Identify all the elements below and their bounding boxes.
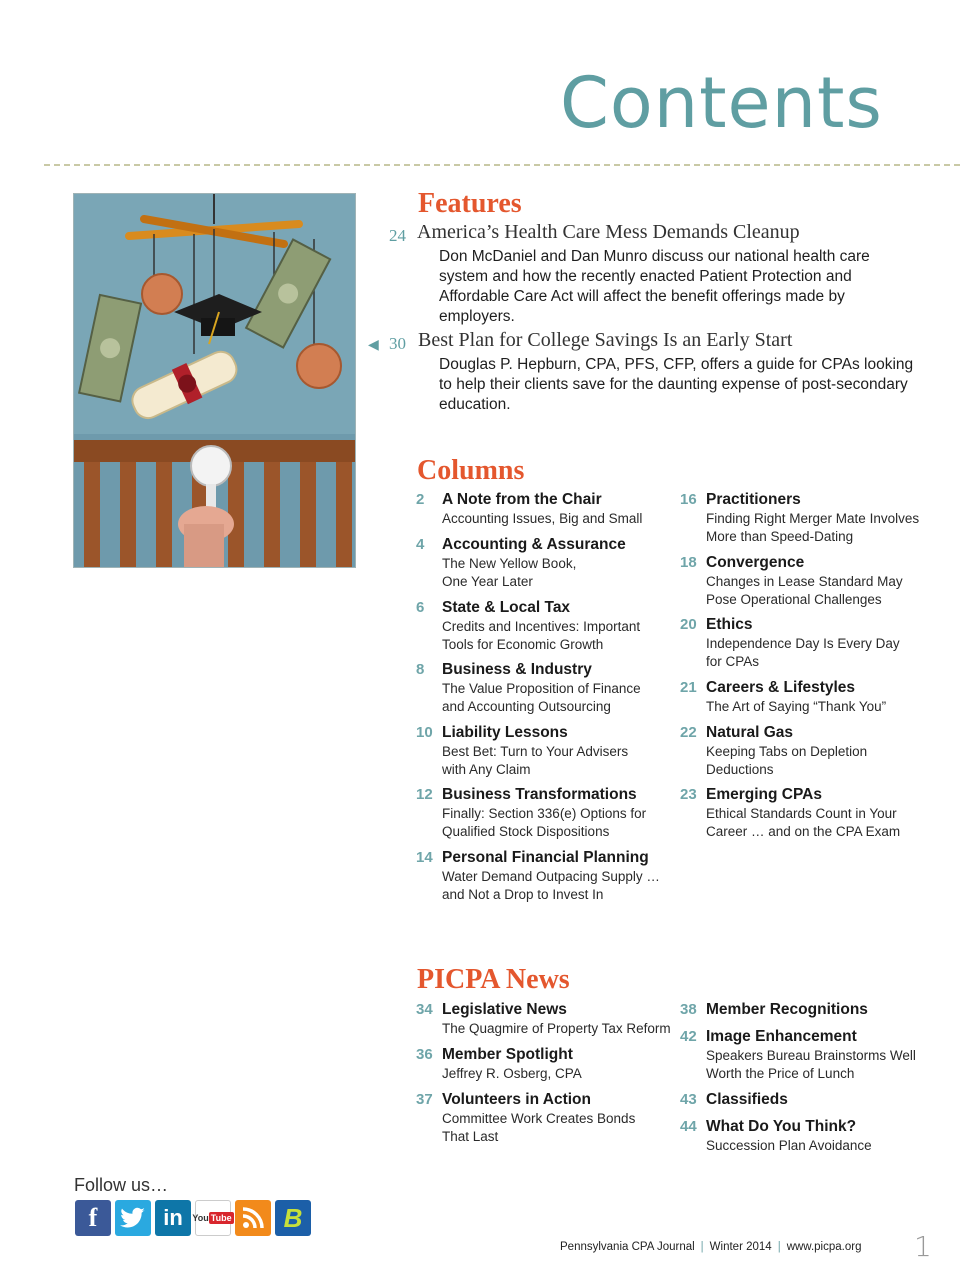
item-title: Member Spotlight <box>442 1046 573 1063</box>
linkedin-icon[interactable]: in <box>155 1200 191 1236</box>
item-page-number: 14 <box>416 849 433 866</box>
item-subtitle: Changes in Lease Standard May Pose Operational Challenges <box>706 574 903 607</box>
item-page-number: 12 <box>416 786 433 803</box>
features-heading: Features <box>418 188 522 219</box>
item-page-number: 2 <box>416 491 425 508</box>
item-subtitle: Jeffrey R. Osberg, CPA <box>442 1066 582 1081</box>
item-subtitle: Speakers Bureau Brainstorms Well Worth the Price of Lunch <box>706 1048 916 1081</box>
item-subtitle: Ethical Standards Count in Your Career … and on the CPA Exam <box>706 806 901 839</box>
item-page-number: 22 <box>680 724 697 741</box>
item-page-number: 16 <box>680 491 697 508</box>
item-title: Member Recognitions <box>706 1001 868 1018</box>
page-number: 1 <box>914 1230 932 1263</box>
item-page-number: 4 <box>416 536 425 553</box>
rss-icon[interactable] <box>235 1200 271 1236</box>
item-title: Business Transformations <box>442 786 637 803</box>
item-page-number: 6 <box>416 599 425 616</box>
item-title: Image Enhancement <box>706 1028 857 1045</box>
item-page-number: 44 <box>680 1118 697 1135</box>
columns-heading: Columns <box>417 455 525 486</box>
divider <box>44 164 960 166</box>
footer-website[interactable]: www.picpa.org <box>786 1241 862 1253</box>
item-title: Legislative News <box>442 1001 567 1018</box>
footer-separator: | <box>700 1241 704 1253</box>
twitter-icon[interactable] <box>115 1200 151 1236</box>
item-subtitle: The Art of Saying “Thank You” <box>706 699 887 714</box>
item-title: Natural Gas <box>706 724 794 741</box>
footer-separator: | <box>777 1241 781 1253</box>
item-title: Careers & Lifestyles <box>706 679 856 696</box>
item-page-number: 37 <box>416 1091 433 1108</box>
cover-illustration <box>73 193 356 568</box>
feature-description: Don McDaniel and Dan Munro discuss our national health care system and how the recently enacted Patient Protection and Affordable Care Act will affect the benefit offerings made by employers. <box>439 248 870 325</box>
item-page-number: 43 <box>680 1091 697 1108</box>
facebook-icon[interactable]: f <box>75 1200 111 1236</box>
news-heading: PICPA News <box>417 964 570 995</box>
item-title: Volunteers in Action <box>442 1091 591 1108</box>
item-subtitle: Succession Plan Avoidance <box>706 1138 872 1153</box>
item-page-number: 42 <box>680 1028 697 1045</box>
item-title: Liability Lessons <box>442 724 568 741</box>
item-subtitle: Best Bet: Turn to Your Advisers with Any Claim <box>442 744 629 777</box>
item-page-number: 23 <box>680 786 697 803</box>
item-subtitle: Independence Day Is Every Day for CPAs <box>706 636 900 669</box>
item-subtitle: The New Yellow Book, One Year Later <box>442 556 577 589</box>
item-page-number: 10 <box>416 724 433 741</box>
feature-page-number: 24 <box>389 226 406 245</box>
item-page-number: 38 <box>680 1001 697 1018</box>
item-title: What Do You Think? <box>706 1118 857 1135</box>
item-title: State & Local Tax <box>442 599 571 616</box>
item-subtitle: Credits and Incentives: Important Tools for Economic Growth <box>442 619 641 652</box>
item-page-number: 8 <box>416 661 425 678</box>
item-subtitle: Keeping Tabs on Depletion Deductions <box>706 744 868 777</box>
feature-page-number: 30 <box>389 334 406 353</box>
item-subtitle: Finally: Section 336(e) Options for Qualified Stock Dispositions <box>442 806 647 839</box>
item-title: Accounting & Assurance <box>442 536 626 553</box>
item-subtitle: The Quagmire of Property Tax Reform <box>442 1021 671 1036</box>
feature-title[interactable]: Best Plan for College Savings Is an Early Start <box>418 329 793 351</box>
item-title: Convergence <box>706 554 805 571</box>
item-page-number: 34 <box>416 1001 433 1018</box>
item-page-number: 18 <box>680 554 697 571</box>
item-title: A Note from the Chair <box>442 491 602 508</box>
item-title: Classifieds <box>706 1091 788 1108</box>
footer-journal: Pennsylvania CPA Journal <box>560 1241 695 1253</box>
item-title: Personal Financial Planning <box>442 849 649 866</box>
blog-icon[interactable]: B <box>275 1200 311 1236</box>
item-subtitle: Accounting Issues, Big and Small <box>442 511 643 526</box>
item-subtitle: Water Demand Outpacing Supply … and Not a Drop to Invest In <box>442 869 660 902</box>
footer-issue: Winter 2014 <box>709 1241 772 1253</box>
item-title: Practitioners <box>706 491 801 508</box>
item-subtitle: Finding Right Merger Mate Involves More than Speed-Dating <box>706 511 920 544</box>
item-title: Business & Industry <box>442 661 592 678</box>
item-subtitle: Committee Work Creates Bonds That Last <box>442 1111 636 1144</box>
footer <box>560 1241 861 1253</box>
youtube-icon[interactable]: You Tube <box>195 1200 231 1236</box>
item-title: Ethics <box>706 616 753 633</box>
arrow-left-icon: ◀ <box>368 336 379 352</box>
item-page-number: 21 <box>680 679 697 696</box>
item-page-number: 20 <box>680 616 697 633</box>
item-title: Emerging CPAs <box>706 786 822 803</box>
follow-us-label: Follow us… <box>74 1175 169 1195</box>
item-subtitle: The Value Proposition of Finance and Accounting Outsourcing <box>442 681 641 714</box>
item-page-number: 36 <box>416 1046 433 1063</box>
feature-description: Douglas P. Hepburn, CPA, PFS, CFP, offers a guide for CPAs looking to help their clients save for the daunting expense of post-secondary education. <box>439 356 914 413</box>
page-title: Contents <box>560 62 883 144</box>
feature-title[interactable]: America’s Health Care Mess Demands Cleanup <box>417 221 800 243</box>
